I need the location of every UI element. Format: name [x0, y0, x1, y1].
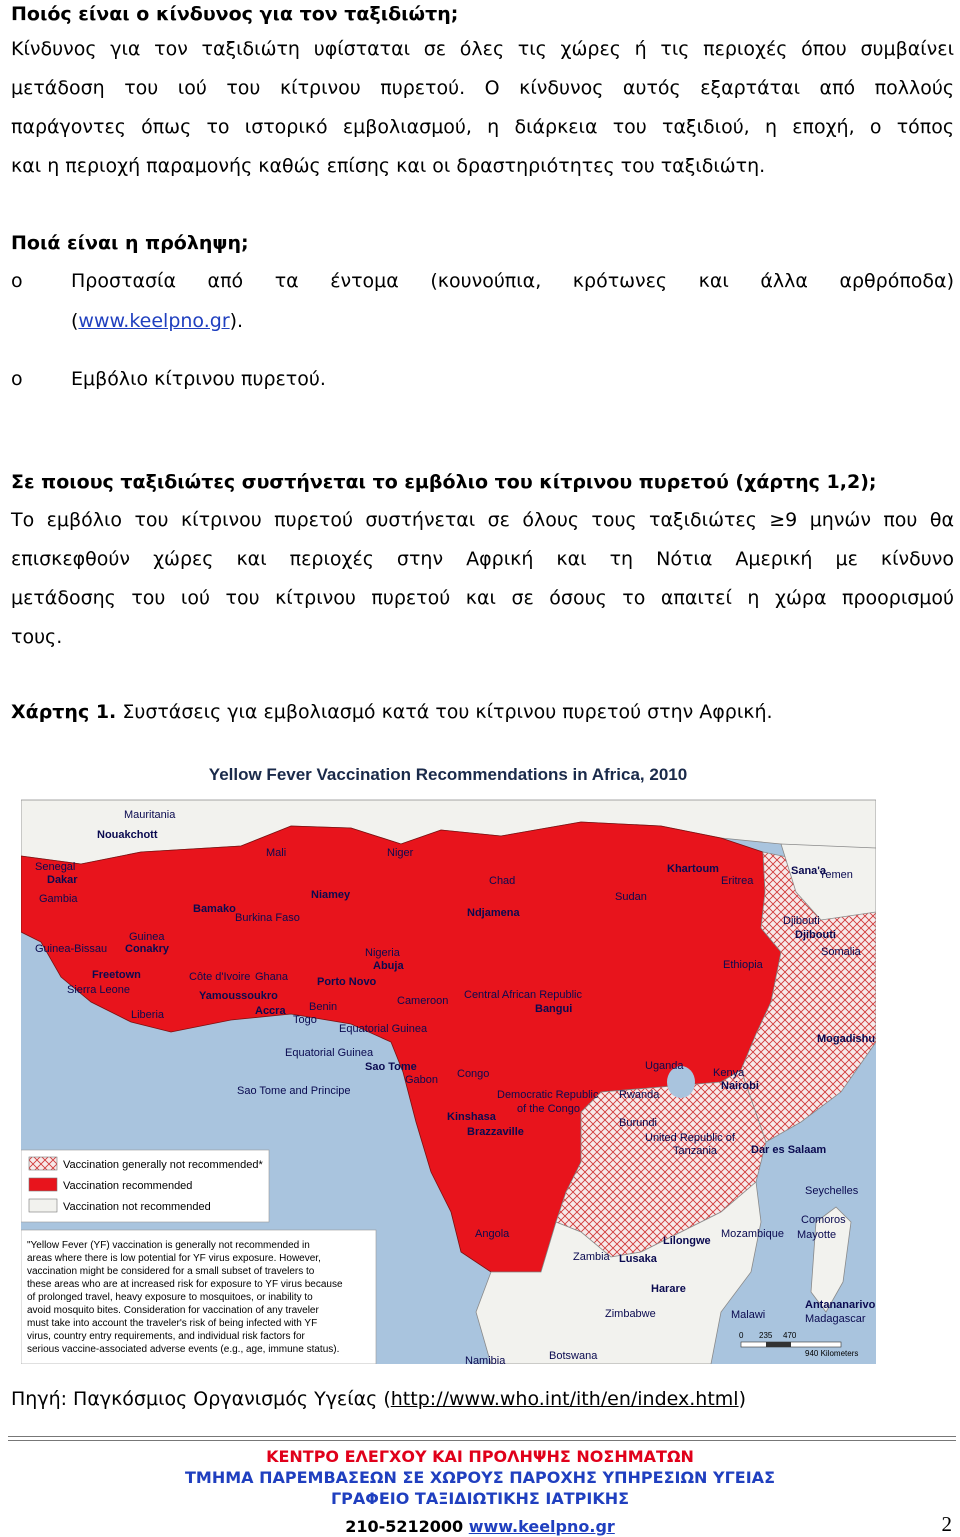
paragraph-line: Κίνδυνος για τον ταξιδιώτη υφίσταται σε όλες τις χώρες ή τις περιοχές όπου συμβαίνει	[11, 38, 954, 60]
bullet-marker: o	[11, 270, 23, 292]
label-congo: Congo	[457, 1068, 490, 1080]
label-mogadishu: Mogadishu	[817, 1033, 876, 1045]
footer-line-3: ΓΡΑΦΕΙΟ ΤΑΞΙΔΙΩΤΙΚΗΣ ΙΑΤΡΙΚΗΣ	[330, 1489, 630, 1508]
label-madagascar: Madagascar	[805, 1313, 866, 1325]
map-footnote	[21, 1230, 376, 1364]
label-uganda: Uganda	[645, 1060, 684, 1072]
scale-235: 235	[759, 1331, 773, 1340]
label-car: Central African Republic	[464, 989, 583, 1001]
map-title: Yellow Fever Vaccination Recommendations in Africa, 2010	[208, 765, 688, 784]
source-line: Πηγή: Παγκόσμιος Οργανισμός Υγείας (http://www.who.int/ith/en/index.html)	[11, 1388, 746, 1410]
label-bangui: Bangui	[535, 1003, 573, 1015]
label-dakar: Dakar	[47, 874, 78, 886]
label-malawi: Malawi	[731, 1309, 766, 1321]
footnote-line: avoid mosquito bites. Consideration for vaccination of any traveler	[27, 1305, 319, 1316]
keelpno-link[interactable]: www.keelpno.gr	[78, 310, 230, 332]
label-sanaa: Sana'a	[791, 865, 827, 877]
label-kenya: Kenya	[713, 1067, 745, 1079]
label-dar-es-salaam: Dar es Salaam	[751, 1144, 827, 1156]
label-niger: Niger	[387, 847, 414, 859]
label-senegal: Senegal	[35, 861, 76, 873]
label-djibouti-city: Djibouti	[795, 929, 836, 941]
scale-bar-segment	[766, 1342, 791, 1347]
legend-label-generally-not: Vaccination generally not recommended*	[63, 1159, 263, 1171]
footer-website[interactable]: www.keelpno.gr	[468, 1517, 615, 1536]
bullet-insect-protection: Προστασία από τα έντομα (κουνούπια, κρότωνες και άλλα αρθρόποδα)	[71, 270, 954, 292]
label-eritrea: Eritrea	[721, 875, 754, 887]
footer-line-2: ΤΜΗΜΑ ΠΑΡΕΜΒΑΣΕΩΝ ΣΕ ΧΩΡΟΥΣ ΠΑΡΟΧΗΣ ΥΠΗΡΕΣΙΩΝ ΥΓΕΙΑΣ	[184, 1468, 775, 1487]
scale-0: 0	[739, 1331, 744, 1340]
label-zimbabwe: Zimbabwe	[605, 1308, 656, 1320]
label-comoros: Comoros	[801, 1214, 846, 1226]
label-mali: Mali	[266, 847, 287, 859]
label-burundi: Burundi	[619, 1117, 657, 1129]
who-link[interactable]: http://www.who.int/ith/en/index.html	[390, 1388, 739, 1410]
footnote-line: vaccination might be considered for a small subset of travelers to	[27, 1266, 315, 1277]
africa-yellow-fever-map	[21, 752, 876, 1364]
label-sierra-leone: Sierra Leone	[67, 984, 130, 996]
footnote-line: areas where there is low potential for YF virus exposure. However,	[27, 1253, 321, 1264]
section-heading-travelers: Σε ποιους ταξιδιώτες συστήνεται το εμβόλιο του κίτρινου πυρετού (χάρτης 1,2);	[11, 471, 877, 493]
label-djibouti-country: Djibouti	[783, 915, 820, 927]
label-ethiopia: Ethiopia	[723, 959, 763, 971]
bullet-insect-link-line: (www.keelpno.gr).	[71, 310, 244, 332]
section-heading-risk: Ποιός είναι ο κίνδυνος για τον ταξιδιώτη;	[11, 3, 459, 25]
label-freetown: Freetown	[92, 969, 141, 981]
label-conakry: Conakry	[125, 943, 170, 955]
label-sudan: Sudan	[615, 891, 647, 903]
footnote-line: of prolonged travel, heavy exposure to mosquitoes, or inability to	[27, 1292, 313, 1303]
label-equatorial-guinea-1: Equatorial Guinea	[339, 1023, 428, 1035]
label-yemen: Yemen	[819, 869, 853, 881]
map-legend	[21, 1150, 269, 1222]
label-sao-tome: Sao Tome	[365, 1061, 417, 1073]
label-drc-2: of the Congo	[517, 1103, 580, 1115]
label-somalia: Somalia	[821, 946, 861, 958]
label-guinea-bissau: Guinea-Bissau	[35, 943, 108, 955]
label-lusaka: Lusaka	[619, 1253, 657, 1265]
label-chad: Chad	[489, 875, 516, 887]
label-drc-1: Democratic Republic	[497, 1089, 599, 1101]
label-guinea: Guinea	[129, 931, 165, 943]
paragraph-line: τους.	[11, 626, 63, 648]
label-angola: Angola	[475, 1228, 510, 1240]
label-lilongwe: Lilongwe	[663, 1235, 711, 1247]
label-burkina-faso: Burkina Faso	[235, 912, 300, 924]
footnote-line: these areas who are at increased risk for exposure to YF virus because	[27, 1279, 343, 1290]
label-ghana: Ghana	[255, 971, 289, 983]
label-gabon: Gabon	[405, 1074, 439, 1086]
page-number: 2	[941, 1512, 952, 1536]
legend-label-recommended: Vaccination recommended	[63, 1180, 193, 1192]
footer-contact	[0, 1517, 960, 1536]
label-zambia: Zambia	[573, 1251, 610, 1263]
label-harare: Harare	[651, 1283, 686, 1295]
label-botswana: Botswana	[549, 1350, 598, 1362]
label-mayotte: Mayotte	[797, 1229, 837, 1241]
paragraph-line: παράγοντες όπως το ιστορικό εμβολιασμού, η διάρκεια του ταξιδιού, η εποχή, ο τόπος	[11, 116, 954, 138]
label-rwanda: Rwanda	[619, 1089, 660, 1101]
section-heading-prevention: Ποιά είναι η πρόληψη;	[11, 232, 249, 254]
risk-paragraph	[11, 30, 954, 186]
legend-swatch-hatched	[29, 1157, 57, 1170]
label-niamey: Niamey	[311, 889, 351, 901]
legend-swatch-red	[29, 1178, 57, 1191]
label-khartoum: Khartoum	[667, 863, 719, 875]
legend-label-not-recommended: Vaccination not recommended	[63, 1201, 211, 1213]
label-bamako: Bamako	[193, 903, 236, 915]
label-tanzania-2: Tanzania	[673, 1145, 718, 1157]
footnote-line: "Yellow Fever (YF) vaccination is generally not recommended in	[27, 1240, 310, 1251]
label-gambia: Gambia	[39, 893, 78, 905]
legend-swatch-plain	[29, 1199, 57, 1212]
bullet-vaccine: Εμβόλιο κίτρινου πυρετού.	[71, 368, 326, 390]
label-namibia: Namibia	[465, 1355, 506, 1364]
label-benin: Benin	[309, 1001, 338, 1013]
paragraph-line: και η περιοχή παραμονής καθώς επίσης και οι δραστηριότητες του ταξιδιώτη.	[11, 155, 766, 177]
label-ndjamena: Ndjamena	[467, 907, 520, 919]
travelers-paragraph	[11, 501, 954, 657]
footer-line-1: ΚΕΝΤΡΟ ΕΛΕΓΧΟΥ ΚΑΙ ΠΡΟΛΗΨΗΣ ΝΟΣΗΜΑΤΩΝ	[266, 1447, 694, 1466]
footnote-line: virus, country entry requirements, and individual risk factors for	[27, 1331, 305, 1342]
label-nouakchott: Nouakchott	[97, 829, 158, 841]
label-mauritania: Mauritania	[124, 809, 176, 821]
bullet-marker: o	[11, 368, 23, 390]
label-antananarivo: Antananarivo	[805, 1299, 876, 1311]
label-mozambique: Mozambique	[721, 1228, 784, 1240]
map-caption: Χάρτης 1. Συστάσεις για εμβολιασμό κατά του κίτρινου πυρετού στην Αφρική.	[11, 701, 773, 723]
paragraph-line: Το εμβόλιο του κίτρινου πυρετού συστήνεται σε όλους τους ταξιδιώτες ≥9 μηνών που θα	[11, 509, 954, 531]
label-nigeria: Nigeria	[365, 947, 400, 959]
paragraph-line: μετάδοση του ιού του κίτρινου πυρετού. Ο κίνδυνος αυτός εξαρτάται από πολλούς	[11, 77, 954, 99]
footnote-line: serious vaccine-associated adverse events (e.g., age, immune status).	[27, 1344, 340, 1355]
paragraph-line: επισκεφθούν χώρες και περιοχές στην Αφρική και τη Νότια Αμερική με κίνδυνο	[11, 548, 954, 570]
label-equatorial-guinea-2: Equatorial Guinea	[285, 1047, 374, 1059]
label-porto-novo: Porto Novo	[317, 976, 377, 988]
label-cote-divoire: Côte d'Ivoire	[189, 971, 251, 983]
label-brazzaville: Brazzaville	[467, 1126, 524, 1138]
label-cameroon: Cameroon	[397, 995, 449, 1007]
label-abuja: Abuja	[373, 960, 404, 972]
scale-470: 470	[783, 1331, 797, 1340]
label-nairobi: Nairobi	[721, 1080, 759, 1092]
footnote-line: must take into account the traveler's risk of being infected with YF	[27, 1318, 318, 1329]
label-togo: Togo	[293, 1014, 317, 1026]
label-accra: Accra	[255, 1005, 286, 1017]
scale-940: 940 Kilometers	[805, 1349, 859, 1358]
footer-phone: 210-5212000	[345, 1517, 464, 1536]
footer-divider	[8, 1436, 956, 1441]
paragraph-line: μετάδοσης του ιού του κίτρινου πυρετού και σε όσους το απαιτεί η χώρα προορισμού	[11, 587, 954, 609]
label-yamoussoukro: Yamoussoukro	[199, 990, 278, 1002]
label-sao-tome-principe: Sao Tome and Principe	[237, 1085, 351, 1097]
label-liberia: Liberia	[131, 1009, 165, 1021]
label-kinshasa: Kinshasa	[447, 1111, 496, 1123]
label-tanzania-1: United Republic of	[645, 1132, 735, 1144]
label-seychelles: Seychelles	[805, 1185, 859, 1197]
